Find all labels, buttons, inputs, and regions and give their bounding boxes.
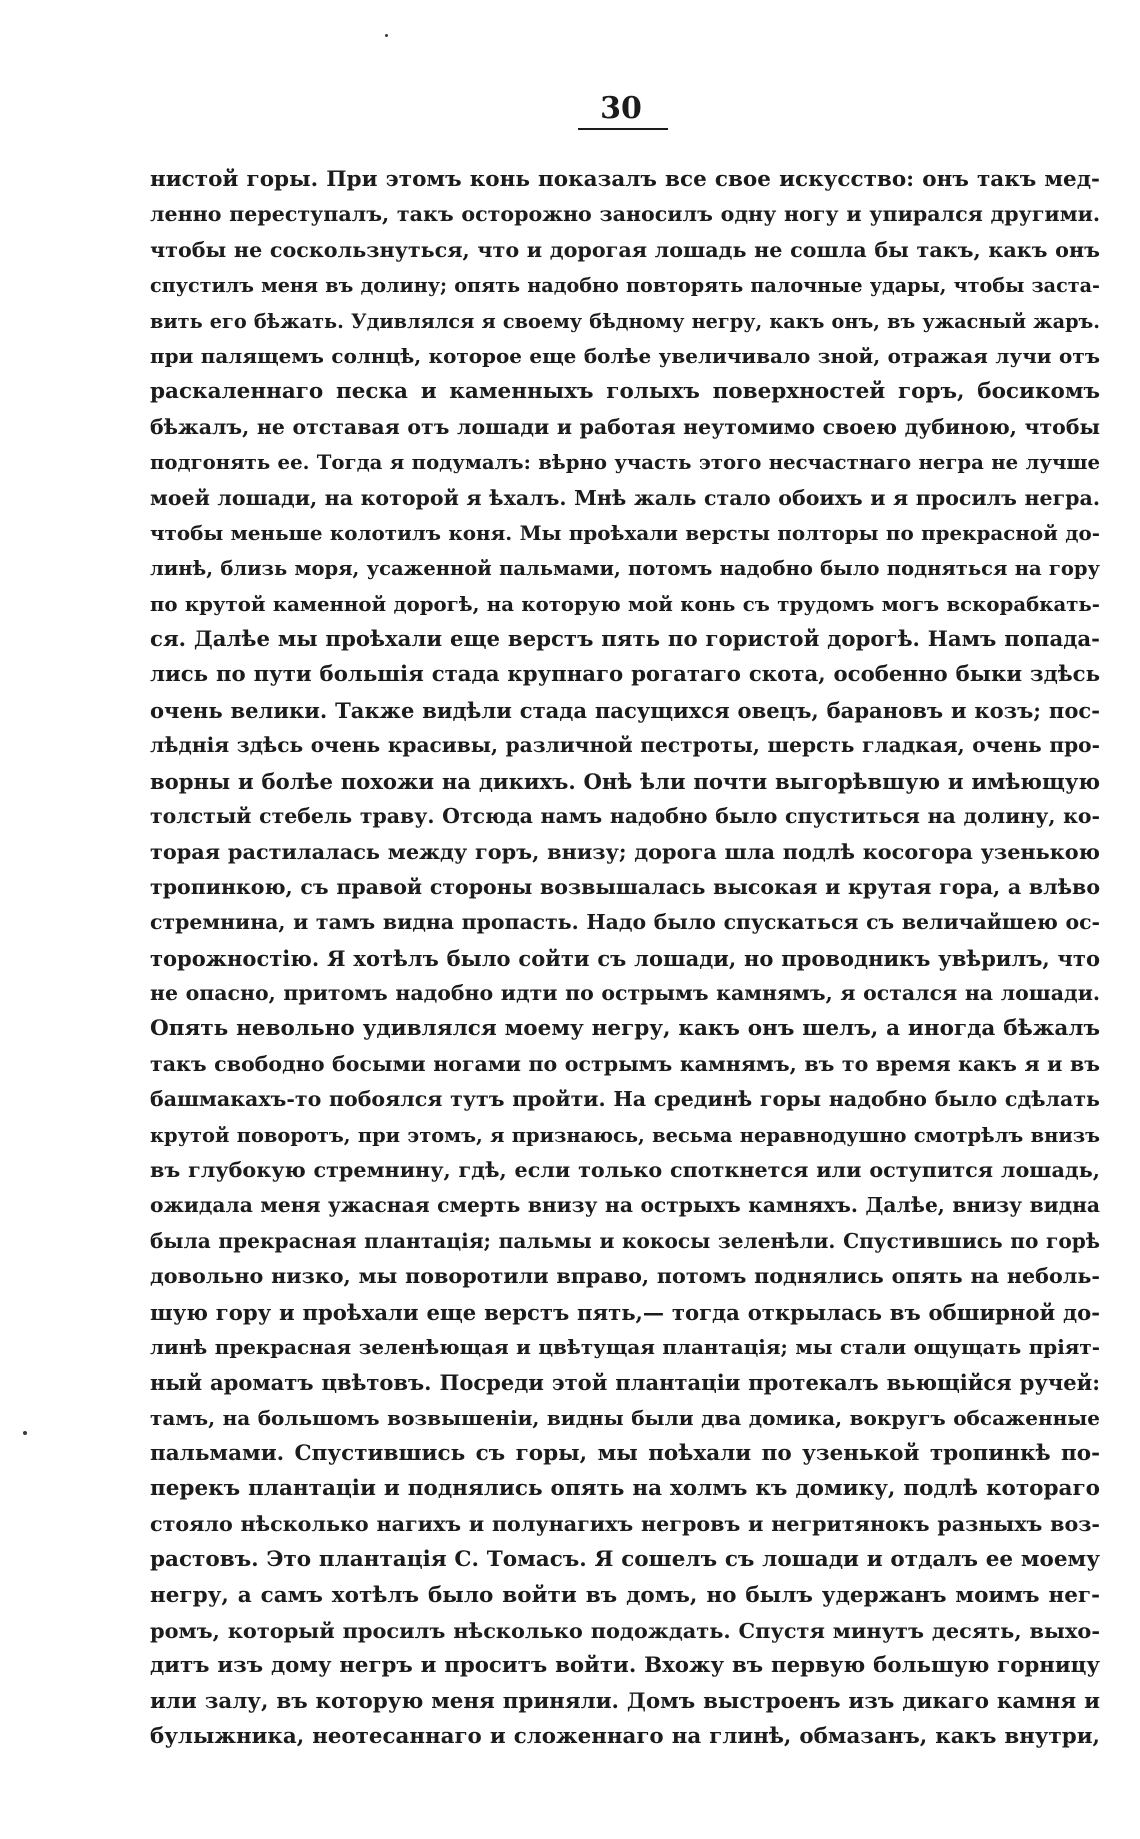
text-line: чтобы меньше колотилъ коня. Мы проѣхали версты полторы по прекрасной до- — [150, 520, 1100, 545]
text-line: очень велики. Также видѣли стада пасущихся овецъ, барановъ и козъ; пос- — [150, 697, 1100, 723]
text-line: по крутой каменной дорогѣ, на которую мой конь съ трудомъ могъ вскорабкать- — [150, 591, 1100, 616]
text-line: линѣ прекрасная зеленѣющая и цвѣтущая плантація; мы стали ощущать пріят- — [150, 1334, 1100, 1359]
text-line: вить его бѣжать. Удивлялся я своему бѣдному негру, какъ онъ, въ ужасный жаръ. — [150, 309, 1100, 333]
page-number-rule — [578, 128, 668, 130]
text-line: пальмами. Спустившись съ горы, мы поѣхали по узенькой тропинкѣ по- — [150, 1441, 1100, 1467]
text-line: или залу, въ которую меня приняли. Домъ выстроенъ изъ дикаго камня и — [150, 1688, 1100, 1714]
text-line: при палящемъ солнцѣ, которое еще болѣе увеличивало зной, отражая лучи отъ — [150, 343, 1100, 368]
ink-speck — [385, 34, 388, 37]
text-line: стояло нѣсколько нагихъ и полунагихъ негровъ и негритянокъ разныхъ воз- — [150, 1511, 1100, 1536]
text-line: нистой горы. При этомъ конь показалъ все свое искусство: онъ такъ мед- — [150, 167, 1100, 192]
page-number: 30 — [600, 91, 642, 126]
text-line: дитъ изъ дому негръ и проситъ войти. Вхожу въ первую большую горницу — [150, 1653, 1100, 1679]
text-line: растовъ. Это плантація С. Томасъ. Я сошелъ съ лошади и отдалъ ее моему — [150, 1547, 1100, 1573]
text-line: шую гору и проѣхали еще верстъ пять,— тогда открылась въ обширной до- — [150, 1299, 1100, 1325]
text-line: въ глубокую стремнину, гдѣ, если только споткнется или оступится лошадь, — [150, 1157, 1100, 1182]
text-line: линѣ, близь моря, усаженной пальмами, потомъ надобно было подняться на гору — [150, 557, 1100, 581]
text-line: ный ароматъ цвѣтовъ. Посреди этой плантаціи протекалъ вьющійся ручей: — [150, 1370, 1100, 1396]
text-line: была прекрасная плантація; пальмы и кокосы зеленѣли. Спустившись по горѣ — [150, 1228, 1100, 1253]
text-line: не опасно, притомъ надобно идти по острымъ камнямъ, я остался на лошади. — [150, 980, 1100, 1005]
text-line: тамъ, на большомъ возвышеніи, видны были два домика, вокругъ обсаженные — [150, 1405, 1100, 1430]
text-line: подгонять ее. Тогда я подумалъ: вѣрно участь этого несчастнаго негра не лучше — [150, 451, 1100, 475]
text-line: ворны и болѣе похожи на дикихъ. Онѣ ѣли почти выгорѣвшую и имѣющую — [150, 768, 1100, 794]
text-line: ромъ, который просилъ нѣсколько подождать. Спустя минутъ десять, выхо- — [150, 1618, 1100, 1644]
text-line: тропинкою, съ правой стороны возвышалась высокая и крутая гора, а влѣво — [150, 874, 1100, 899]
text-line: чтобы не соскользнуться, что и дорогая лошадь не сошла бы такъ, какъ онъ — [150, 237, 1100, 262]
text-line: ся. Далѣе мы проѣхали еще верстъ пять по гористой дорогѣ. Намъ попада- — [150, 627, 1100, 653]
text-line: торожностію. Я хотѣлъ было сойти съ лошади, но проводникъ увѣрилъ, что — [150, 945, 1100, 971]
text-line: довольно низко, мы поворотили вправо, потомъ поднялись опять на неболь- — [150, 1264, 1100, 1289]
text-line: раскаленнаго песка и каменныхъ голыхъ поверхностей горъ, босикомъ — [150, 379, 1100, 405]
body-text — [150, 162, 1100, 1755]
text-line: такъ свободно босыми ногами по острымъ камнямъ, въ то время какъ я и въ — [150, 1051, 1100, 1076]
text-line: перекъ плантаціи и поднялись опять на холмъ къ домику, подлѣ котораго — [150, 1476, 1100, 1502]
ink-speck — [23, 1431, 27, 1435]
text-line: булыжника, неотесаннаго и сложеннаго на глинѣ, обмазанъ, какъ внутри, — [150, 1724, 1100, 1750]
text-line: башмакахъ-то побоялся тутъ пройти. На срединѣ горы надобно было сдѣлать — [150, 1087, 1100, 1112]
text-line: толстый стебель траву. Отсюда намъ надобно было спуститься на долину, ко- — [150, 804, 1100, 829]
text-line: бѣжалъ, не отставая отъ лошади и работая неутомимо своею дубиною, чтобы — [150, 414, 1100, 439]
text-line: моей лошади, на которой я ѣхалъ. Мнѣ жаль стало обоихъ и я просилъ негра. — [150, 485, 1100, 510]
text-line: ленно переступалъ, такъ осторожно заносилъ одну ногу и упирался другими. — [150, 202, 1100, 227]
text-line: лѣднія здѣсь очень красивы, различной пестроты, шерсть гладкая, очень про- — [150, 733, 1100, 758]
text-line: торая растилалась между горъ, внизу; дорога шла подлѣ косогора узенькою — [150, 839, 1100, 865]
text-line: крутой поворотъ, при этомъ, я признаюсь, весьма неравнодушно смотрѣлъ внизъ — [150, 1123, 1100, 1147]
text-line: спустилъ меня въ долину; опять надобно повторять палочные удары, чтобы заста- — [150, 274, 1100, 298]
text-line: негру, а самъ хотѣлъ было войти въ домъ, но былъ удержанъ моимъ нег- — [150, 1582, 1100, 1608]
text-line: лись по пути большія стада крупнаго рогатаго скота, особенно быки здѣсь — [150, 662, 1100, 688]
text-line: стремнина, и тамъ видна пропасть. Надо было спускаться съ величайшею ос- — [150, 910, 1100, 935]
text-line: Опять невольно удивлялся моему негру, какъ онъ шелъ, а иногда бѣжалъ — [150, 1016, 1100, 1042]
text-line: ожидала меня ужасная смерть внизу на острыхъ камняхъ. Далѣе, внизу видна — [150, 1193, 1100, 1218]
